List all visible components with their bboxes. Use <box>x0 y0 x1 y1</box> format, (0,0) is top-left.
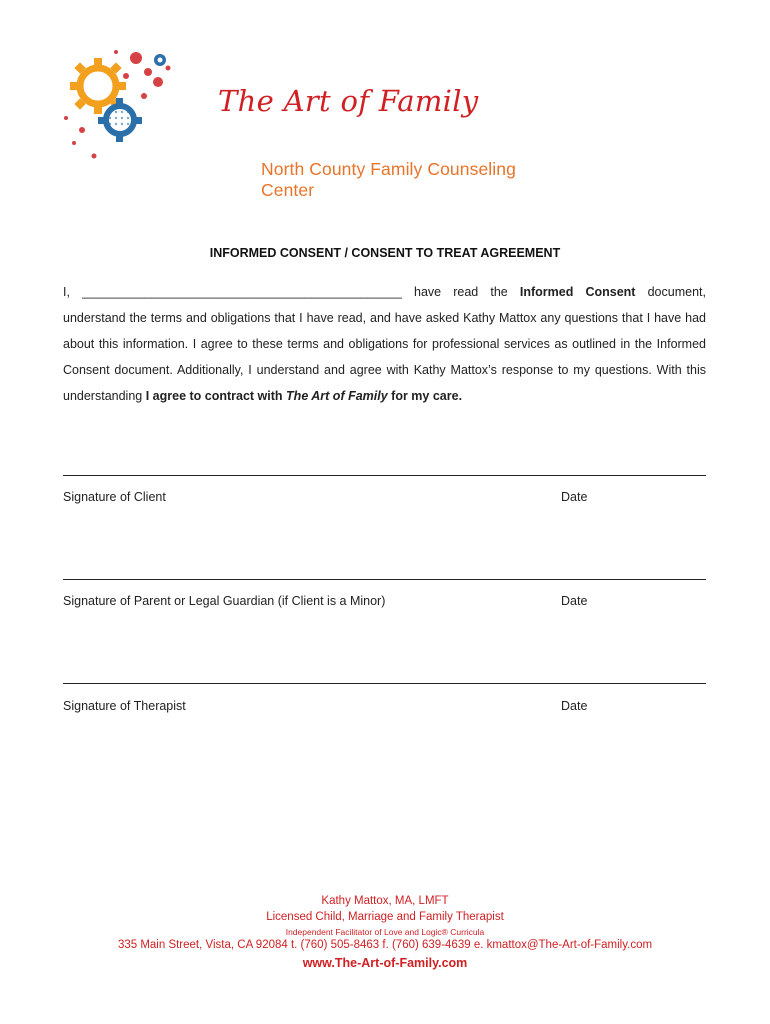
footer-contact[interactable]: 335 Main Street, Vista, CA 92084 t. (760) 505-8463 f. (760) 639-4639 e. kmattox@The-Art-of-Family.com <box>117 939 653 951</box>
guardian-signature-line[interactable] <box>63 579 706 580</box>
agree-italic: The Art of Family <box>286 389 388 403</box>
page-title: INFORMED CONSENT / CONSENT TO TREAT AGREEMENT <box>209 246 561 260</box>
logo <box>58 38 538 200</box>
consent-paragraph <box>63 279 706 409</box>
footer-facilitator: Independent Facilitator of Love and Logic® Curricula <box>285 927 485 937</box>
footer-website-link[interactable]: www.The-Art-of-Family.com <box>302 956 468 970</box>
consent-body-text: document, understand the terms and obligations that I have read, and have asked Kathy Mattox any questions that I have had about this information. I agree to these terms and obligations for professional services as outlined in the Informed Consent document. Additionally, I understand and agree with Kathy Mattox’s response to my questions. With this understanding <box>63 285 706 403</box>
footer-role: Licensed Child, Marriage and Family Therapist <box>266 911 504 923</box>
logo-subtitle: North County Family Counseling Center <box>261 159 516 200</box>
agree-end: for my care. <box>391 389 463 403</box>
client-signature-line[interactable] <box>63 475 706 476</box>
logo-title: The Art of Family <box>218 84 479 118</box>
footer-name: Kathy Mattox, MA, LMFT <box>321 895 449 907</box>
client-date-label: Date <box>561 490 588 504</box>
guardian-date-label: Date <box>561 594 588 608</box>
gears-splatter-icon <box>58 38 228 168</box>
intro-prefix: I, <box>63 285 70 299</box>
therapist-date-label: Date <box>561 699 588 713</box>
client-signature-label: Signature of Client <box>63 490 166 504</box>
therapist-signature-label: Signature of Therapist <box>63 699 186 713</box>
name-blank[interactable]: ______________________________________________ <box>82 285 402 299</box>
therapist-signature-line[interactable] <box>63 683 706 684</box>
informed-consent-bold: Informed Consent <box>519 285 636 299</box>
agree-bold: I agree to contract with <box>145 389 283 403</box>
after-blank-text: have read the <box>414 285 508 299</box>
guardian-signature-label: Signature of Parent or Legal Guardian (if Client is a Minor) <box>63 594 386 608</box>
